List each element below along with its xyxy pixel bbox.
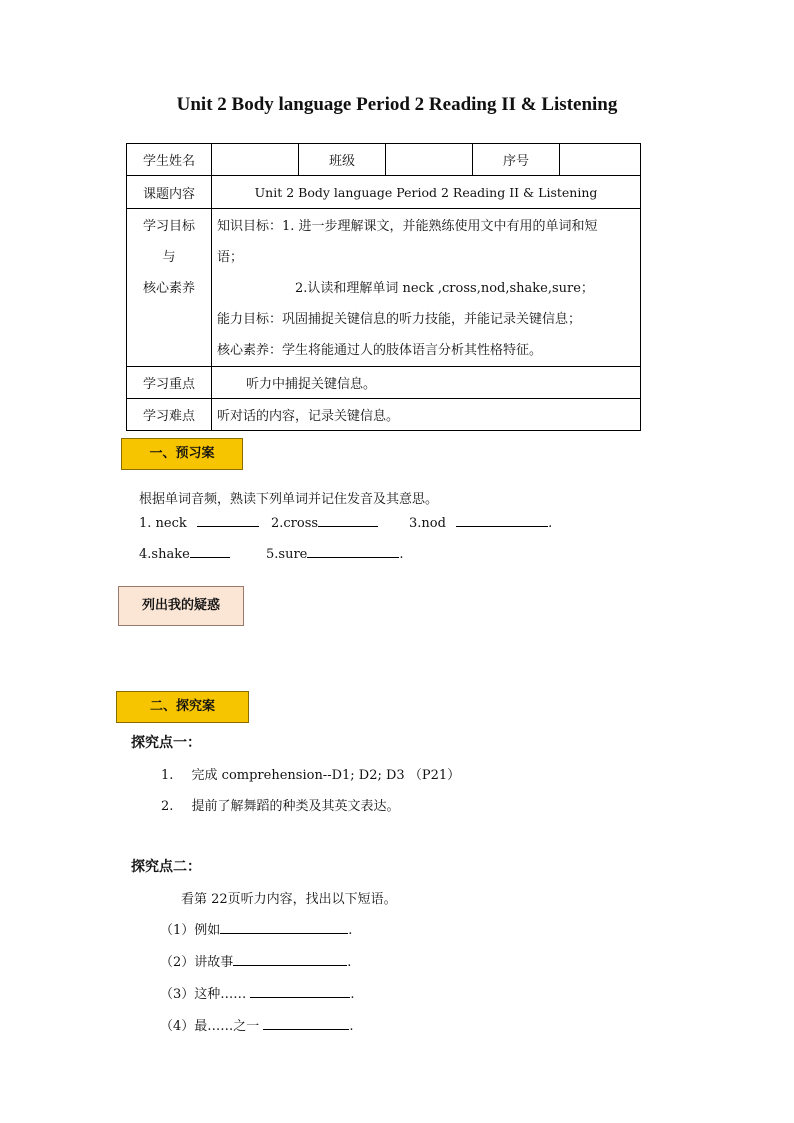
table-row bbox=[127, 144, 641, 176]
answer-blank[interactable] bbox=[250, 985, 350, 998]
end-dot: . bbox=[350, 987, 355, 1002]
preview-instruction: 根据单词音频，熟读下列单词并记住发音及其意思。 bbox=[139, 492, 439, 507]
phrase-prompt: （3）这种…… bbox=[160, 987, 247, 1002]
table-row bbox=[127, 176, 641, 209]
vocab-word: 2.cross bbox=[271, 516, 319, 531]
inquiry-point-1-item-1 bbox=[161, 764, 460, 783]
class-label: 班级 bbox=[299, 144, 386, 176]
goals-content bbox=[212, 209, 641, 367]
phrase-prompt: （1）例如 bbox=[160, 923, 221, 938]
phrase-question-4 bbox=[160, 1015, 354, 1034]
answer-blank[interactable] bbox=[263, 1017, 349, 1030]
doubt-section-tag: 列出我的疑惑 bbox=[118, 586, 244, 626]
goals-label-line: 学习目标 bbox=[142, 219, 195, 234]
end-dot: . bbox=[349, 1019, 354, 1034]
topic-label: 课题内容 bbox=[127, 176, 212, 209]
end-dot: . bbox=[548, 516, 553, 531]
end-dot: . bbox=[348, 923, 353, 938]
answer-blank[interactable] bbox=[307, 545, 399, 558]
topic-value: Unit 2 Body language Period 2 Reading II & Listening bbox=[212, 176, 641, 209]
inquiry-point-2-title: 探究点二： bbox=[131, 859, 201, 875]
vocab-word: 5.sure bbox=[266, 547, 308, 562]
vocab-word: 1. neck bbox=[139, 516, 187, 531]
table-row bbox=[127, 209, 641, 367]
lesson-info-table bbox=[126, 143, 641, 431]
seat-field[interactable] bbox=[560, 144, 641, 176]
goal-knowledge: 知识目标：1. 进一步理解课文，并能熟练使用文中有用的单词和短 bbox=[217, 219, 598, 234]
item-number: 2. bbox=[161, 799, 174, 814]
focus-label: 学习重点 bbox=[127, 367, 212, 399]
inquiry-point-2-instruction: 看第 22页听力内容，找出以下短语。 bbox=[181, 892, 397, 907]
answer-blank[interactable] bbox=[233, 953, 347, 966]
class-field[interactable] bbox=[386, 144, 473, 176]
phrase-prompt: （2）讲故事 bbox=[160, 955, 234, 970]
inquiry-point-1-item-2 bbox=[161, 795, 400, 814]
goals-label-line: 核心素养 bbox=[142, 281, 195, 296]
preview-section-tag: 一、预习案 bbox=[121, 438, 243, 470]
seat-label: 序号 bbox=[473, 144, 560, 176]
phrase-question-3 bbox=[160, 983, 355, 1002]
phrase-question-1 bbox=[160, 919, 352, 938]
goals-label-line: 与 bbox=[162, 250, 176, 265]
answer-blank[interactable] bbox=[220, 921, 348, 934]
page-title: Unit 2 Body language Period 2 Reading II & Listening bbox=[176, 94, 618, 115]
goal-ability: 能力目标：巩固捕捉关键信息的听力技能，并能记录关键信息； bbox=[217, 312, 582, 327]
goal-knowledge-words: 2.认读和理解单词 neck ,cross,nod,shake,sure； bbox=[295, 281, 594, 296]
phrase-prompt: （4）最……之一 bbox=[160, 1019, 260, 1034]
difficulty-label: 学习难点 bbox=[127, 399, 212, 431]
goal-core: 核心素养：学生将能通过人的肢体语言分析其性格特征。 bbox=[217, 343, 543, 358]
goal-knowledge-cont: 语； bbox=[217, 250, 244, 265]
item-text: 提前了解舞蹈的种类及其英文表达。 bbox=[191, 799, 400, 814]
end-dot: . bbox=[347, 955, 352, 970]
item-text: 完成 comprehension--D1; D2; D3 （P21） bbox=[191, 768, 461, 783]
vocab-item-shake bbox=[139, 545, 230, 562]
table-row bbox=[127, 399, 641, 431]
vocab-word: 4.shake bbox=[139, 547, 190, 562]
table-row bbox=[127, 367, 641, 399]
end-dot: . bbox=[399, 547, 404, 562]
focus-value: 听力中捕捉关键信息。 bbox=[212, 367, 641, 399]
inquiry-section-tag: 二、探究案 bbox=[116, 691, 249, 723]
answer-blank[interactable] bbox=[190, 545, 230, 558]
student-name-field[interactable] bbox=[212, 144, 299, 176]
vocab-item-neck bbox=[139, 514, 259, 531]
answer-blank[interactable] bbox=[318, 514, 378, 527]
vocab-item-sure bbox=[266, 545, 404, 562]
goals-label bbox=[127, 209, 212, 367]
vocab-item-nod bbox=[409, 514, 552, 531]
inquiry-point-1-title: 探究点一： bbox=[131, 735, 201, 751]
difficulty-value: 听对话的内容，记录关键信息。 bbox=[212, 399, 641, 431]
vocab-word: 3.nod bbox=[409, 516, 446, 531]
answer-blank[interactable] bbox=[456, 514, 548, 527]
student-name-label: 学生姓名 bbox=[127, 144, 212, 176]
vocab-item-cross bbox=[271, 514, 378, 531]
item-number: 1. bbox=[161, 768, 174, 783]
answer-blank[interactable] bbox=[197, 514, 259, 527]
phrase-question-2 bbox=[160, 951, 351, 970]
